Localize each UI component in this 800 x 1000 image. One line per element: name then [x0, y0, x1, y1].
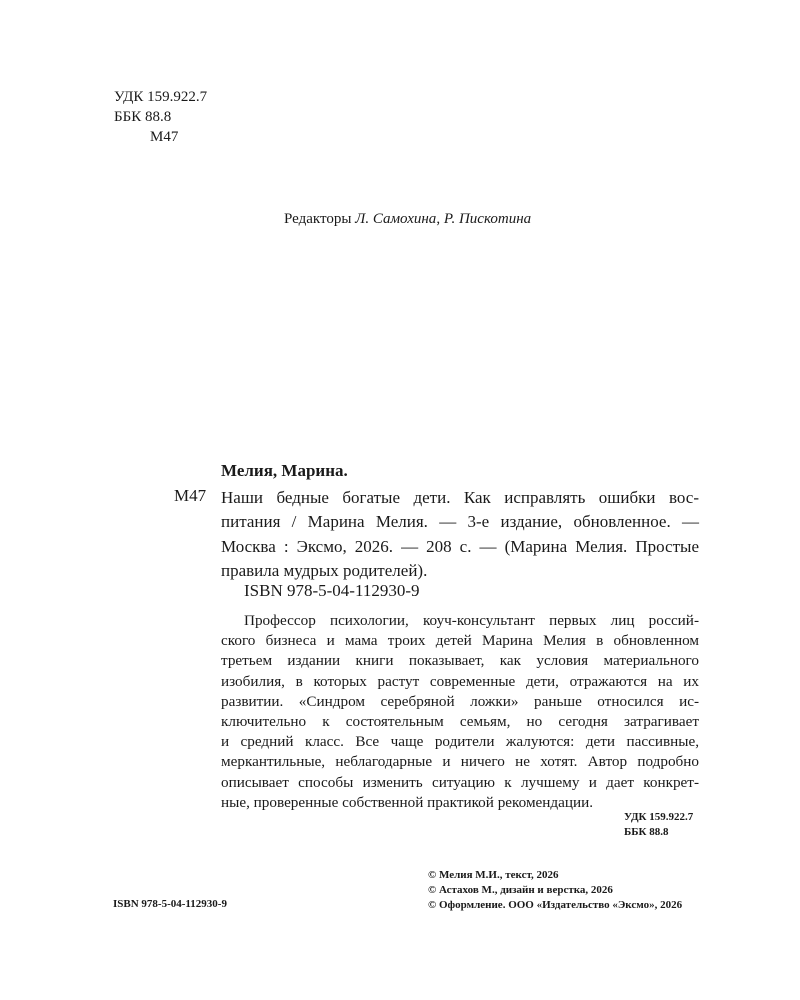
bbk-code: ББК 88.8 [114, 109, 172, 125]
annotation-line: меркантильные, неблагодарные и ничего не хотят. Автор подробно [221, 753, 699, 771]
entry-author: Мелия, Марина. [221, 461, 348, 480]
isbn-main: ISBN 978-5-04-112930-9 [244, 581, 420, 600]
copyright-line: © Мелия М.И., текст, 2026 [428, 869, 559, 881]
annotation-line: ского бизнеса и мама троих детей Марина Мелия в обновленном [221, 632, 699, 650]
editor-name-1: Л. Самохина [355, 211, 437, 227]
udk-code-small: УДК 159.922.7 [624, 811, 694, 823]
entry-author-mark: М47 [174, 486, 207, 505]
description-line: питания / Марина Мелия. — 3-е издание, обновленное. — [221, 512, 699, 532]
annotation-line: изобилия, в которых растут современные дети, отражаются на их [221, 672, 699, 690]
annotation-line: Профессор психологии, коуч-консультант первых лиц россий- [244, 612, 699, 629]
annotation-line: ключительно к состоятельным семьям, но сегодня затрагивает [221, 713, 699, 731]
annotation-line: третьем издании книги показывает, как условия материального [221, 652, 699, 670]
copyright-line: © Оформление. ООО «Издательство «Эксмо», 2026 [428, 899, 683, 911]
annotation [221, 611, 699, 813]
bibliographic-description [221, 486, 699, 583]
annotation-line: ные, проверенные собственной практикой рекомендации. [221, 793, 594, 811]
copyright-block [428, 868, 682, 913]
editors-line [284, 211, 531, 228]
classification-codes-small [624, 810, 693, 840]
copyright-line: © Астахов М., дизайн и верстка, 2026 [428, 884, 613, 896]
isbn-bottom: ISBN 978-5-04-112930-9 [113, 898, 227, 910]
author-mark: М47 [150, 129, 179, 145]
udk-code: УДК 159.922.7 [114, 89, 208, 105]
annotation-line: и средний класс. Все чаще родители жалуются: дети пассивные, [221, 733, 699, 751]
classification-codes [114, 87, 207, 147]
editors-separator: , [436, 211, 441, 227]
description-line: Москва : Эксмо, 2026. — 208 с. — (Марина Мелия. Простые [221, 536, 699, 556]
editors-prefix: Редакторы [284, 211, 352, 227]
annotation-line: развитии. «Синдром серебряной ложки» раньше относился ис- [221, 692, 699, 710]
description-line: правила мудрых родителей). [221, 560, 428, 580]
description-line: Наши бедные богатые дети. Как исправлять ошибки вос- [221, 488, 699, 507]
bbk-code-small: ББК 88.8 [624, 826, 669, 838]
editor-name-2: Р. Пискотина [443, 211, 532, 227]
annotation-line: описывает способы изменить ситуацию к лучшему и дает конкрет- [221, 773, 699, 791]
